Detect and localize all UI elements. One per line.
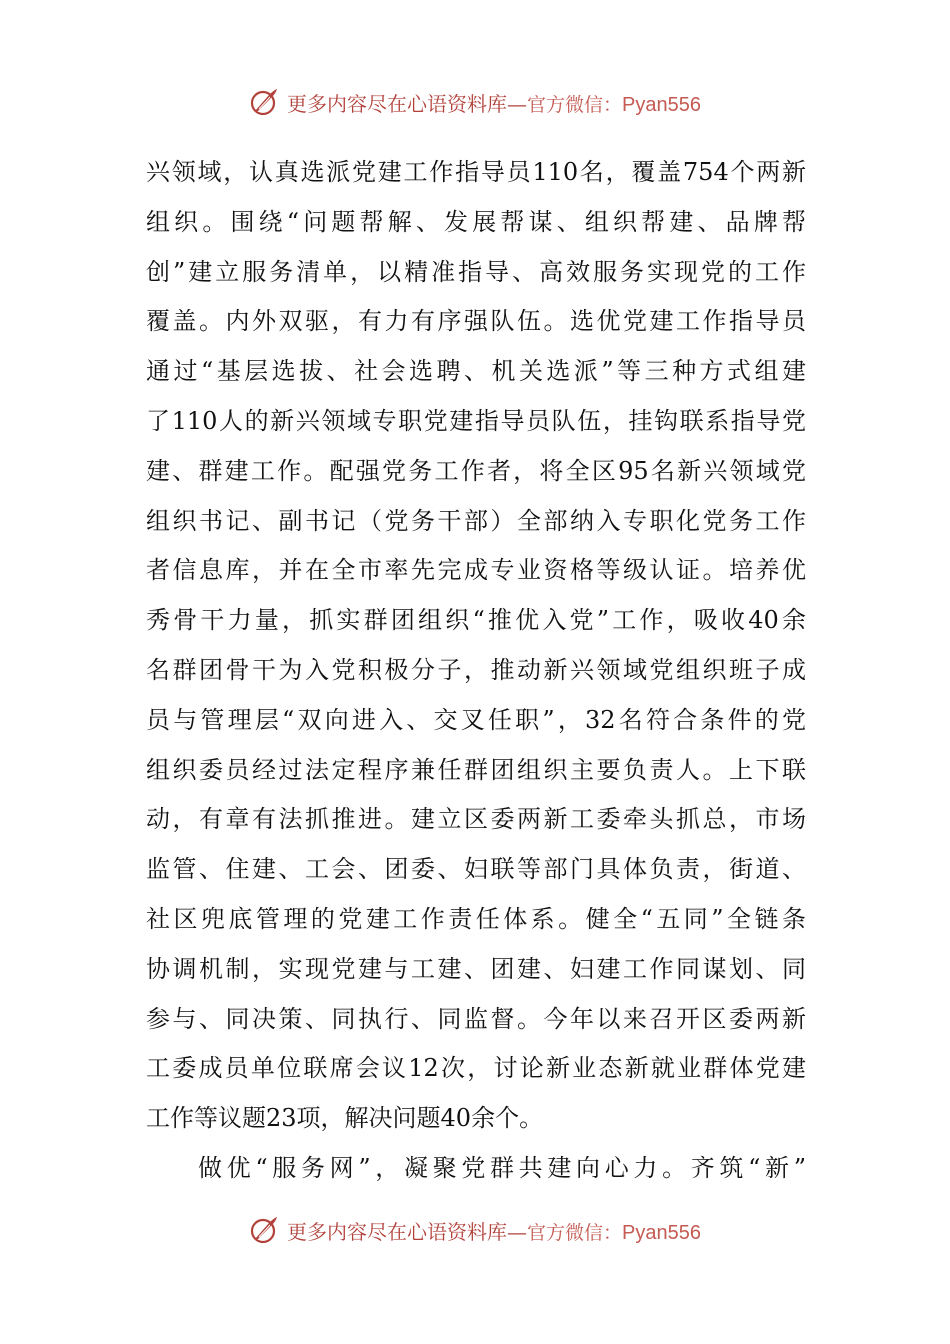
text-line: 监管、住建、工会、团委、妇联等部门具体负责，街道、 <box>146 855 806 884</box>
text-line: 创”建立服务清单，以精准指导、高效服务实现党的工作 <box>146 257 806 286</box>
watermark-text: 更多内容尽在心语资料库 <box>287 1219 507 1244</box>
text-line: 参与、同决策、同执行、同监督。今年以来召开区委两新 <box>146 1004 806 1033</box>
footer-watermark <box>0 1210 950 1250</box>
text-line: 兴领域，认真选派党建工作指导员110名，覆盖754个两新 <box>146 158 806 186</box>
text-line: 通过“基层选拔、社会选聘、机关选派”等三种方式组建 <box>146 357 806 386</box>
watermark-dash: — <box>507 1219 527 1244</box>
text-line: 组织书记、副书记（党务干部）全部纳入专职化党务工作 <box>146 506 806 535</box>
text-line: 名群团骨干为入党积极分子，推动新兴领域党组织班子成 <box>146 655 806 684</box>
document-body <box>146 148 806 1194</box>
text-line: 动，有章有法抓推进。建立区委两新工委牵头抓总，市场 <box>146 805 806 834</box>
text-line: 秀骨干力量，抓实群团组织“推优入党”工作，吸收40余 <box>146 606 806 635</box>
watermark-contact: 官方微信： <box>527 1221 623 1244</box>
watermark-wechat-id: Pyan556 <box>622 1221 701 1244</box>
text-line: 者信息库，并在全市率先完成专业资格等级认证。培养优 <box>146 556 806 585</box>
text-line: 建、群建工作。配强党务工作者，将全区95名新兴领域党 <box>146 456 806 485</box>
text-line: 社区兜底管理的党建工作责任体系。健全“五同”全链条 <box>146 904 806 933</box>
paragraph-start-line: 做优“服务网”，凝聚党群共建向心力。齐筑“新” <box>198 1153 806 1182</box>
text-line: 覆盖。内外双驱，有力有序强队伍。选优党建工作指导员 <box>146 307 806 336</box>
text-line: 组织委员经过法定程序兼任群团组织主要负责人。上下联 <box>146 755 806 784</box>
watermark-wechat-id: Pyan556 <box>622 93 701 116</box>
quill-logo-icon <box>249 1215 279 1245</box>
paragraph-end-line: 工作等议题23项，解决问题40余个。 <box>146 1104 544 1133</box>
watermark-text: 更多内容尽在心语资料库 <box>287 91 507 116</box>
text-line: 组织。围绕“问题帮解、发展帮谋、组织帮建、品牌帮 <box>146 207 806 236</box>
text-line: 员与管理层“双向进入、交叉任职”，32名符合条件的党 <box>146 705 806 734</box>
watermark-contact: 官方微信： <box>527 93 623 116</box>
text-line: 工委成员单位联席会议12次，讨论新业态新就业群体党建 <box>146 1054 806 1083</box>
watermark-dash: — <box>507 91 527 116</box>
header-watermark <box>0 82 950 122</box>
text-line: 协调机制，实现党建与工建、团建、妇建工作同谋划、同 <box>146 954 806 983</box>
text-line: 了110人的新兴领域专职党建指导员队伍，挂钩联系指导党 <box>146 406 806 435</box>
quill-logo-icon <box>249 87 279 117</box>
